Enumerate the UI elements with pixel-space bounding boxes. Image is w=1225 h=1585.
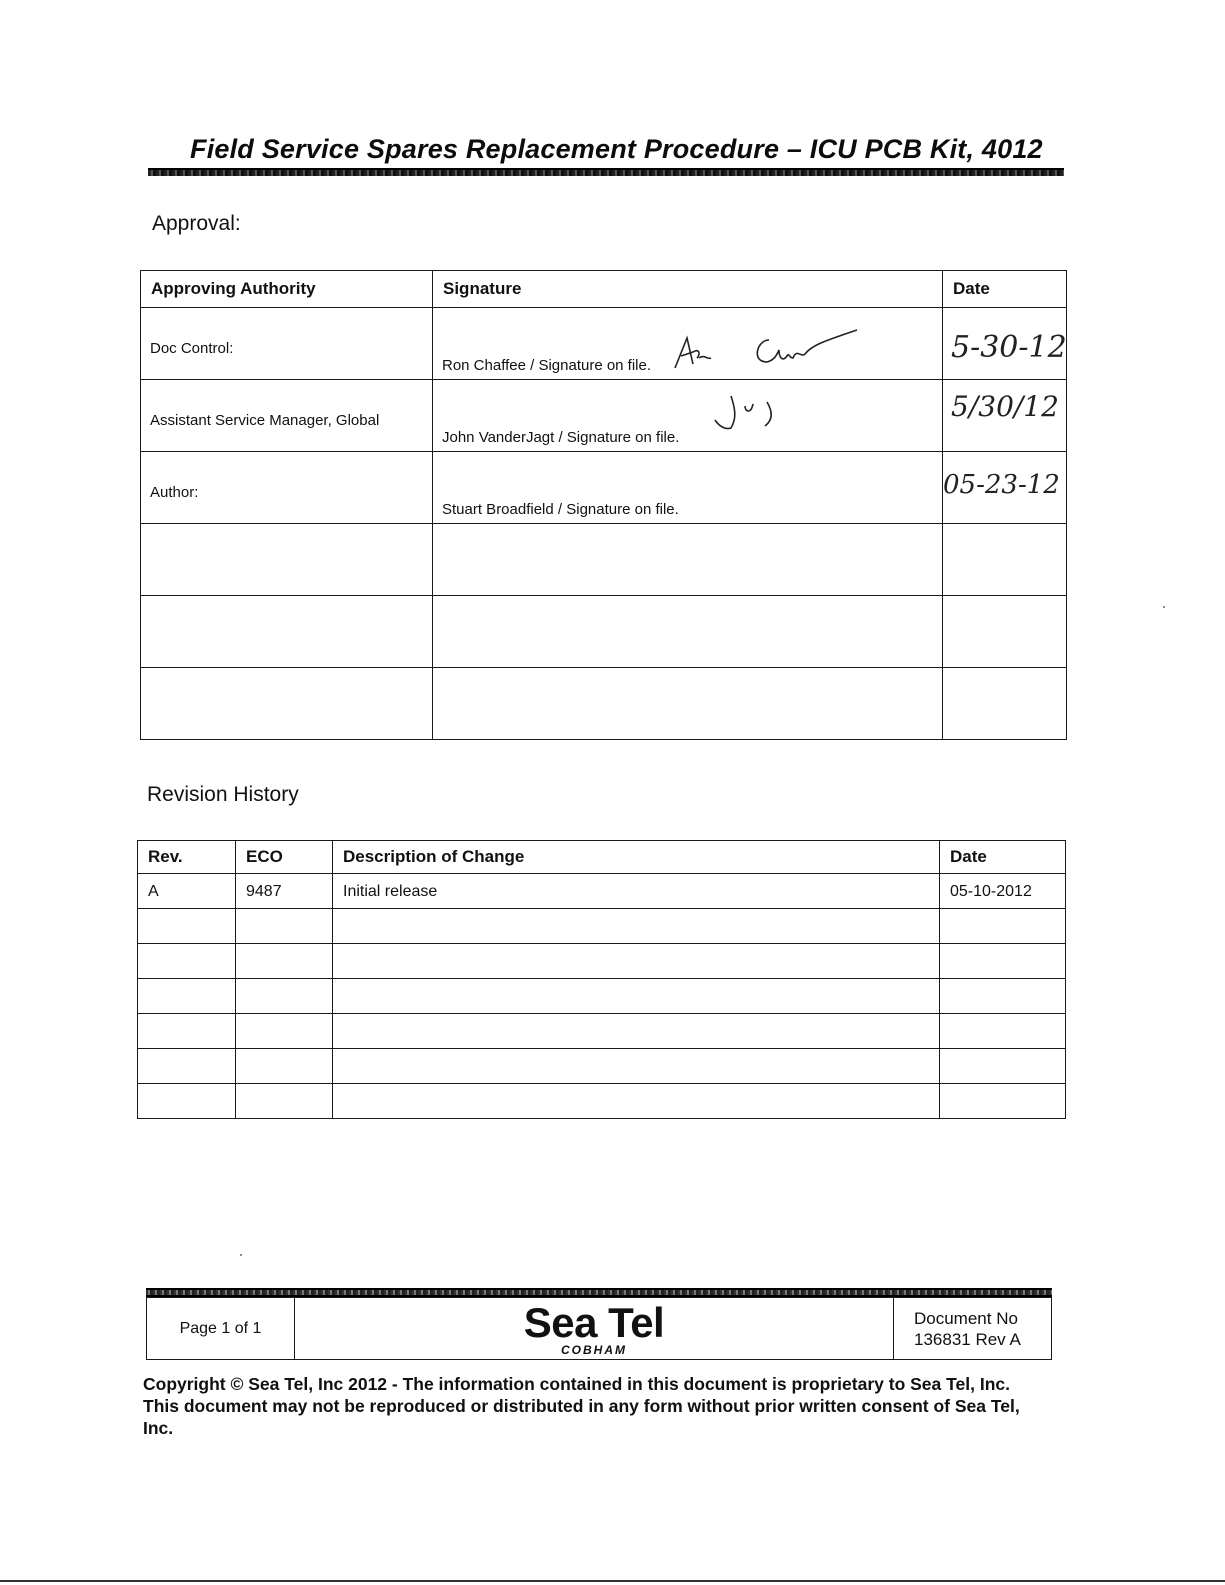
- column-header-date: Date: [943, 271, 1067, 308]
- brand-name: Sea Tel: [523, 1299, 665, 1346]
- approval-row: [141, 308, 1067, 380]
- copyright-notice: Copyright © Sea Tel, Inc 2012 - The information contained in this document is proprietary to Sea Tel, Inc. This document may not be reproduced or distributed in any form without prior written consent of Sea Tel, Inc.: [143, 1374, 1020, 1438]
- approval-header-row: [141, 271, 1067, 308]
- company-logo: [295, 1298, 894, 1359]
- approval-signature-cell: [433, 380, 943, 452]
- approval-signature-text: Ron Chaffee / Signature on file.: [442, 357, 652, 374]
- revision-date: 05-10-2012: [940, 874, 1066, 909]
- revision-eco: [236, 1014, 333, 1049]
- footer: [146, 1297, 1052, 1360]
- document-number: 136831 Rev A: [914, 1330, 1021, 1349]
- revision-rev: [138, 1014, 236, 1049]
- title-rule: [148, 168, 1064, 176]
- document-title: Field Service Spares Replacement Procedure – ICU PCB Kit, 4012: [190, 134, 1043, 164]
- revision-date: [940, 1084, 1066, 1119]
- approval-signature-cell: [433, 308, 943, 380]
- revision-header-row: [138, 841, 1066, 874]
- approval-date: 05-23-12: [943, 470, 1060, 500]
- revision-eco: [236, 979, 333, 1014]
- revision-rev: A: [138, 874, 236, 909]
- handwritten-signature-john-vanderjagt: [709, 390, 789, 432]
- revision-eco: 9487: [236, 874, 333, 909]
- revision-row: [138, 1084, 1066, 1119]
- approval-signature-text: John VanderJagt / Signature on file.: [442, 429, 680, 446]
- revision-rev: [138, 1049, 236, 1084]
- revision-row: [138, 1014, 1066, 1049]
- column-header-eco: ECO: [236, 841, 333, 874]
- column-header-approving-authority: Approving Authority: [141, 271, 433, 308]
- revision-date: [940, 1014, 1066, 1049]
- approval-signature-cell: [433, 524, 943, 596]
- scan-speck: [1163, 606, 1165, 608]
- approval-date: 5-30-12: [951, 330, 1067, 365]
- revision-description: [333, 1014, 940, 1049]
- approval-date-cell: [943, 596, 1067, 668]
- approval-table: [140, 270, 1067, 740]
- revision-row: [138, 944, 1066, 979]
- approval-row: [141, 596, 1067, 668]
- handwritten-signature-ron-chaffee: [671, 328, 861, 374]
- revision-rev: [138, 909, 236, 944]
- revision-date: [940, 1049, 1066, 1084]
- approval-heading: Approval:: [152, 212, 241, 235]
- approval-date: 5/30/12: [951, 390, 1059, 423]
- page-number: Page 1 of 1: [147, 1298, 295, 1359]
- revision-description: [333, 1084, 940, 1119]
- approval-role: Doc Control:: [141, 308, 433, 380]
- revision-eco: [236, 1084, 333, 1119]
- document-number-label: Document No: [914, 1309, 1018, 1328]
- revision-row: [138, 979, 1066, 1014]
- footer-rule: [146, 1288, 1052, 1297]
- approval-role: [141, 596, 433, 668]
- revision-history-heading: Revision History: [147, 783, 299, 806]
- revision-row: [138, 874, 1066, 909]
- approval-date-cell: [943, 524, 1067, 596]
- revision-rev: [138, 1084, 236, 1119]
- revision-history-table: [137, 840, 1066, 1119]
- revision-description: Initial release: [333, 874, 940, 909]
- revision-row: [138, 1049, 1066, 1084]
- revision-date: [940, 944, 1066, 979]
- approval-role: Assistant Service Manager, Global: [141, 380, 433, 452]
- approval-signature-cell: [433, 668, 943, 740]
- scan-speck: [240, 1254, 242, 1256]
- revision-date: [940, 979, 1066, 1014]
- approval-date-cell: [943, 308, 1067, 380]
- revision-description: [333, 944, 940, 979]
- revision-rev: [138, 944, 236, 979]
- approval-signature-cell: [433, 596, 943, 668]
- approval-date-cell: [943, 452, 1067, 524]
- approval-role: [141, 668, 433, 740]
- approval-role: Author:: [141, 452, 433, 524]
- approval-row: [141, 452, 1067, 524]
- revision-date: [940, 909, 1066, 944]
- revision-description: [333, 1049, 940, 1084]
- revision-description: [333, 979, 940, 1014]
- revision-description: [333, 909, 940, 944]
- revision-eco: [236, 944, 333, 979]
- scan-edge-line: [0, 1580, 1225, 1582]
- approval-signature-text: Stuart Broadfield / Signature on file.: [442, 501, 679, 518]
- approval-row: [141, 668, 1067, 740]
- document-number-block: [894, 1298, 1051, 1359]
- approval-row: [141, 524, 1067, 596]
- column-header-rev: Rev.: [138, 841, 236, 874]
- revision-eco: [236, 1049, 333, 1084]
- approval-date-cell: [943, 668, 1067, 740]
- revision-row: [138, 909, 1066, 944]
- approval-row: [141, 380, 1067, 452]
- column-header-signature: Signature: [433, 271, 943, 308]
- column-header-date: Date: [940, 841, 1066, 874]
- brand-subtitle: COBHAM: [561, 1343, 627, 1357]
- approval-role: [141, 524, 433, 596]
- revision-eco: [236, 909, 333, 944]
- column-header-description: Description of Change: [333, 841, 940, 874]
- approval-signature-cell: [433, 452, 943, 524]
- revision-rev: [138, 979, 236, 1014]
- approval-date-cell: [943, 380, 1067, 452]
